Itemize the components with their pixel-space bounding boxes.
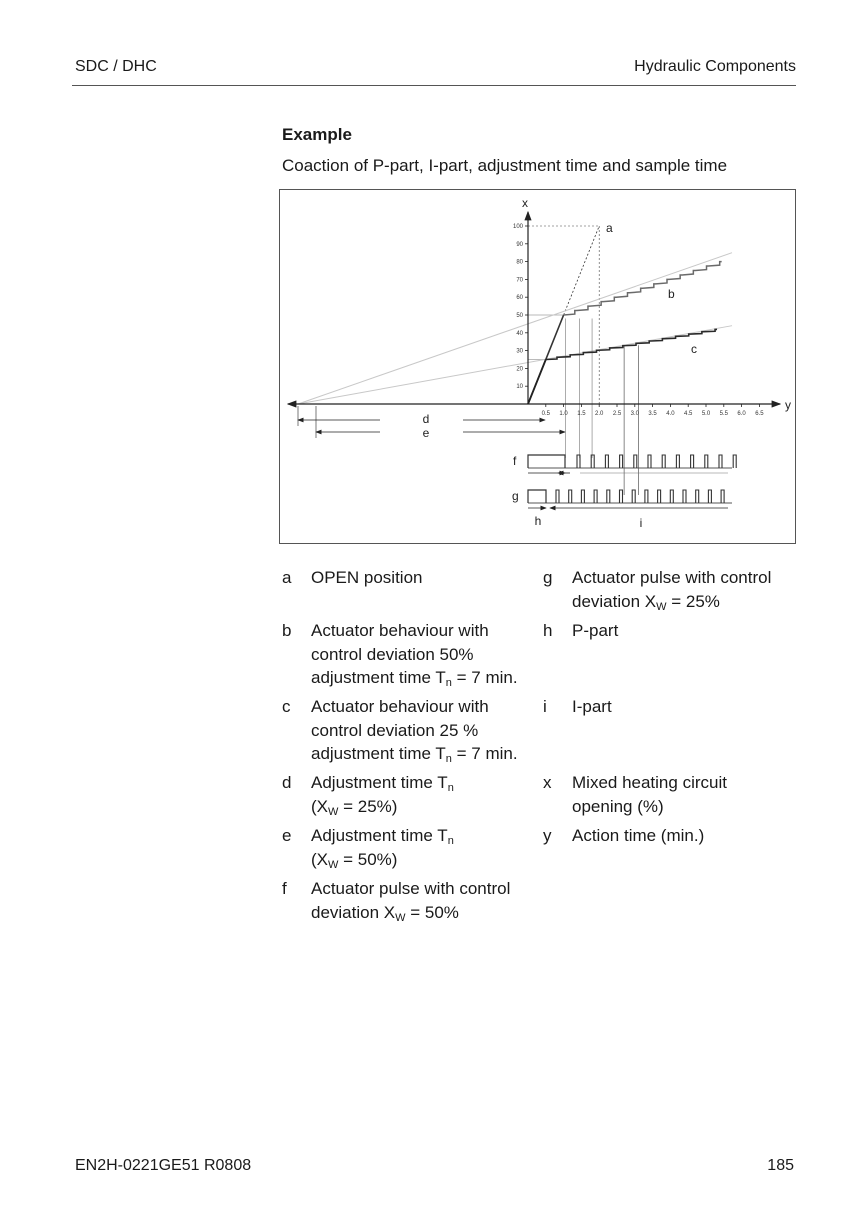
x-tick-label: 90 [516, 241, 523, 248]
x-tick-label: 80 [516, 259, 523, 266]
y-tick-label: 5.5 [719, 411, 728, 417]
legend-item-c [282, 695, 532, 767]
pulse-train-g-i-pulse [632, 490, 635, 503]
legend-item-i [543, 695, 793, 725]
y-tick-label: 2.0 [595, 411, 604, 417]
pulse-train-g-i-pulse [594, 490, 597, 503]
pulse-train-g-i-pulse [721, 490, 724, 503]
curve-b-steps [564, 262, 722, 315]
label-e: e [422, 426, 430, 440]
pulse-train-f-p-pulse [528, 455, 565, 468]
y-tick-label: 5.0 [701, 411, 711, 417]
header-divider [72, 85, 796, 86]
pulse-train-f-i-pulse [648, 455, 651, 468]
pulse-train-g-i-pulse [607, 490, 610, 503]
pulse-train-g-i-pulse [620, 490, 623, 503]
label-i: i [639, 516, 643, 530]
open-position-line [564, 226, 600, 315]
y-tick-label: 6.5 [755, 411, 764, 417]
pulse-train-f-i-pulse [634, 455, 637, 468]
pulse-train-f-i-pulse [620, 455, 623, 468]
legend-text: Adjustment time $T_n$ $(X_W = 50\%)$ [311, 826, 454, 871]
legend-item-b [282, 619, 532, 691]
pulse-train-g-i-pulse [556, 490, 559, 503]
x-tick-label: 70 [516, 277, 523, 284]
legend-letter: b [282, 621, 292, 640]
p-part-ramp-c [528, 360, 546, 405]
legend-letter: i [543, 697, 547, 716]
pulse-train-g-p-pulse [528, 490, 546, 503]
pulse-train-g-i-pulse [581, 490, 584, 503]
legend-text: Actuator pulse with control deviation $X_W = 25\%$ [572, 568, 772, 613]
x-tick-label: 50 [516, 313, 523, 319]
legend-letter: g [543, 568, 553, 587]
pulse-train-f-i-pulse [676, 455, 679, 468]
pulse-train-f-i-pulse [577, 455, 580, 468]
header-chapter-title: Hydraulic Components [634, 58, 796, 75]
section-subtitle: Coaction of P-part, I-part, adjustment time and sample time [282, 156, 728, 175]
legend-text: Mixed heating circuit opening (%) [572, 773, 727, 816]
x-tick-label: 60 [516, 295, 523, 302]
legend-item-a [282, 566, 532, 596]
control-diagram [279, 189, 796, 544]
label-a: a [606, 221, 613, 235]
pulse-train-f-i-pulse [591, 455, 594, 468]
legend-item-d [282, 771, 532, 821]
x-tick-label: 30 [516, 348, 523, 355]
legend-item-f [282, 877, 532, 927]
legend-letter: e [282, 826, 292, 845]
legend-letter: a [282, 568, 292, 587]
footer-doc-number: EN2H-0221GE51 R0808 [75, 1157, 252, 1174]
x-tick-label: 10 [516, 384, 523, 391]
label-d: d [422, 412, 430, 426]
legend-letter: x [543, 773, 552, 792]
legend-text: I-part [572, 697, 612, 716]
legend-text: OPEN position [311, 568, 423, 587]
pulse-train-g-i-pulse [696, 490, 699, 503]
x-tick-label: 20 [516, 366, 523, 373]
footer-page-number: 185 [767, 1157, 794, 1174]
y-axis-label: y [785, 398, 791, 412]
y-tick-label: 1.5 [577, 411, 586, 417]
pulse-train-f-i-pulse [719, 455, 722, 468]
header-doc-series: SDC / DHC [75, 58, 157, 75]
pulse-train-g-i-pulse [708, 490, 711, 503]
legend-letter: h [543, 621, 553, 640]
extrapolation-line-50 [298, 253, 732, 404]
legend-text: Adjustment time $T_n$ $(X_W = 25\%)$ [311, 773, 454, 818]
legend-text: Actuator behaviour with control deviation 25 % adjustment time $T_n = 7$ min. [311, 697, 518, 765]
legend-letter: y [543, 826, 552, 845]
legend-text: Actuator pulse with control deviation $X_W = 50\%$ [311, 879, 511, 924]
label-f: f [513, 454, 517, 468]
legend-text: P-part [572, 621, 619, 640]
label-g: g [512, 489, 519, 503]
pulse-train-g-i-pulse [658, 490, 661, 503]
legend-text: Actuator behaviour with control deviation 50% adjustment time $T_n = 7$ min. [311, 621, 518, 689]
pulse-train-g-i-pulse [569, 490, 572, 503]
x-tick-label: 40 [516, 330, 523, 337]
legend-letter: c [282, 697, 291, 716]
legend-text: Action time (min.) [572, 826, 705, 845]
pulse-train-g-i-pulse [670, 490, 673, 503]
y-tick-label: 0.5 [541, 411, 550, 417]
legend-item-y [543, 824, 793, 854]
label-c: c [691, 342, 697, 356]
pulse-train-g-i-pulse [645, 490, 648, 503]
y-tick-label: 2.5 [612, 411, 622, 417]
section-title: Example [282, 125, 352, 144]
y-tick-label: 3.0 [630, 411, 639, 417]
y-tick-label: 6.0 [737, 411, 746, 417]
y-tick-label: 1.0 [559, 411, 568, 417]
x-axis-label: x [522, 196, 528, 210]
legend-item-x [543, 771, 793, 821]
legend-item-h [543, 619, 793, 649]
legend-item-e [282, 824, 532, 874]
label-h: h [534, 514, 542, 528]
x-tick-label: 100 [512, 224, 523, 230]
diagram-svg [280, 190, 797, 545]
pulse-train-f-i-pulse [733, 455, 736, 468]
extrapolation-line-25 [298, 326, 732, 404]
legend-letter: f [282, 879, 287, 898]
y-tick-label: 4.0 [666, 411, 675, 417]
legend-letter: d [282, 773, 292, 792]
y-tick-label: 3.5 [648, 411, 657, 417]
pulse-train-f-i-pulse [705, 455, 708, 468]
label-b: b [668, 287, 675, 301]
pulse-train-g-i-pulse [683, 490, 686, 503]
legend-item-g [543, 566, 793, 616]
pulse-train-f-i-pulse [662, 455, 665, 468]
pulse-train-f-i-pulse [605, 455, 608, 468]
pulse-train-f-i-pulse [691, 455, 694, 468]
y-tick-label: 4.5 [684, 411, 693, 417]
